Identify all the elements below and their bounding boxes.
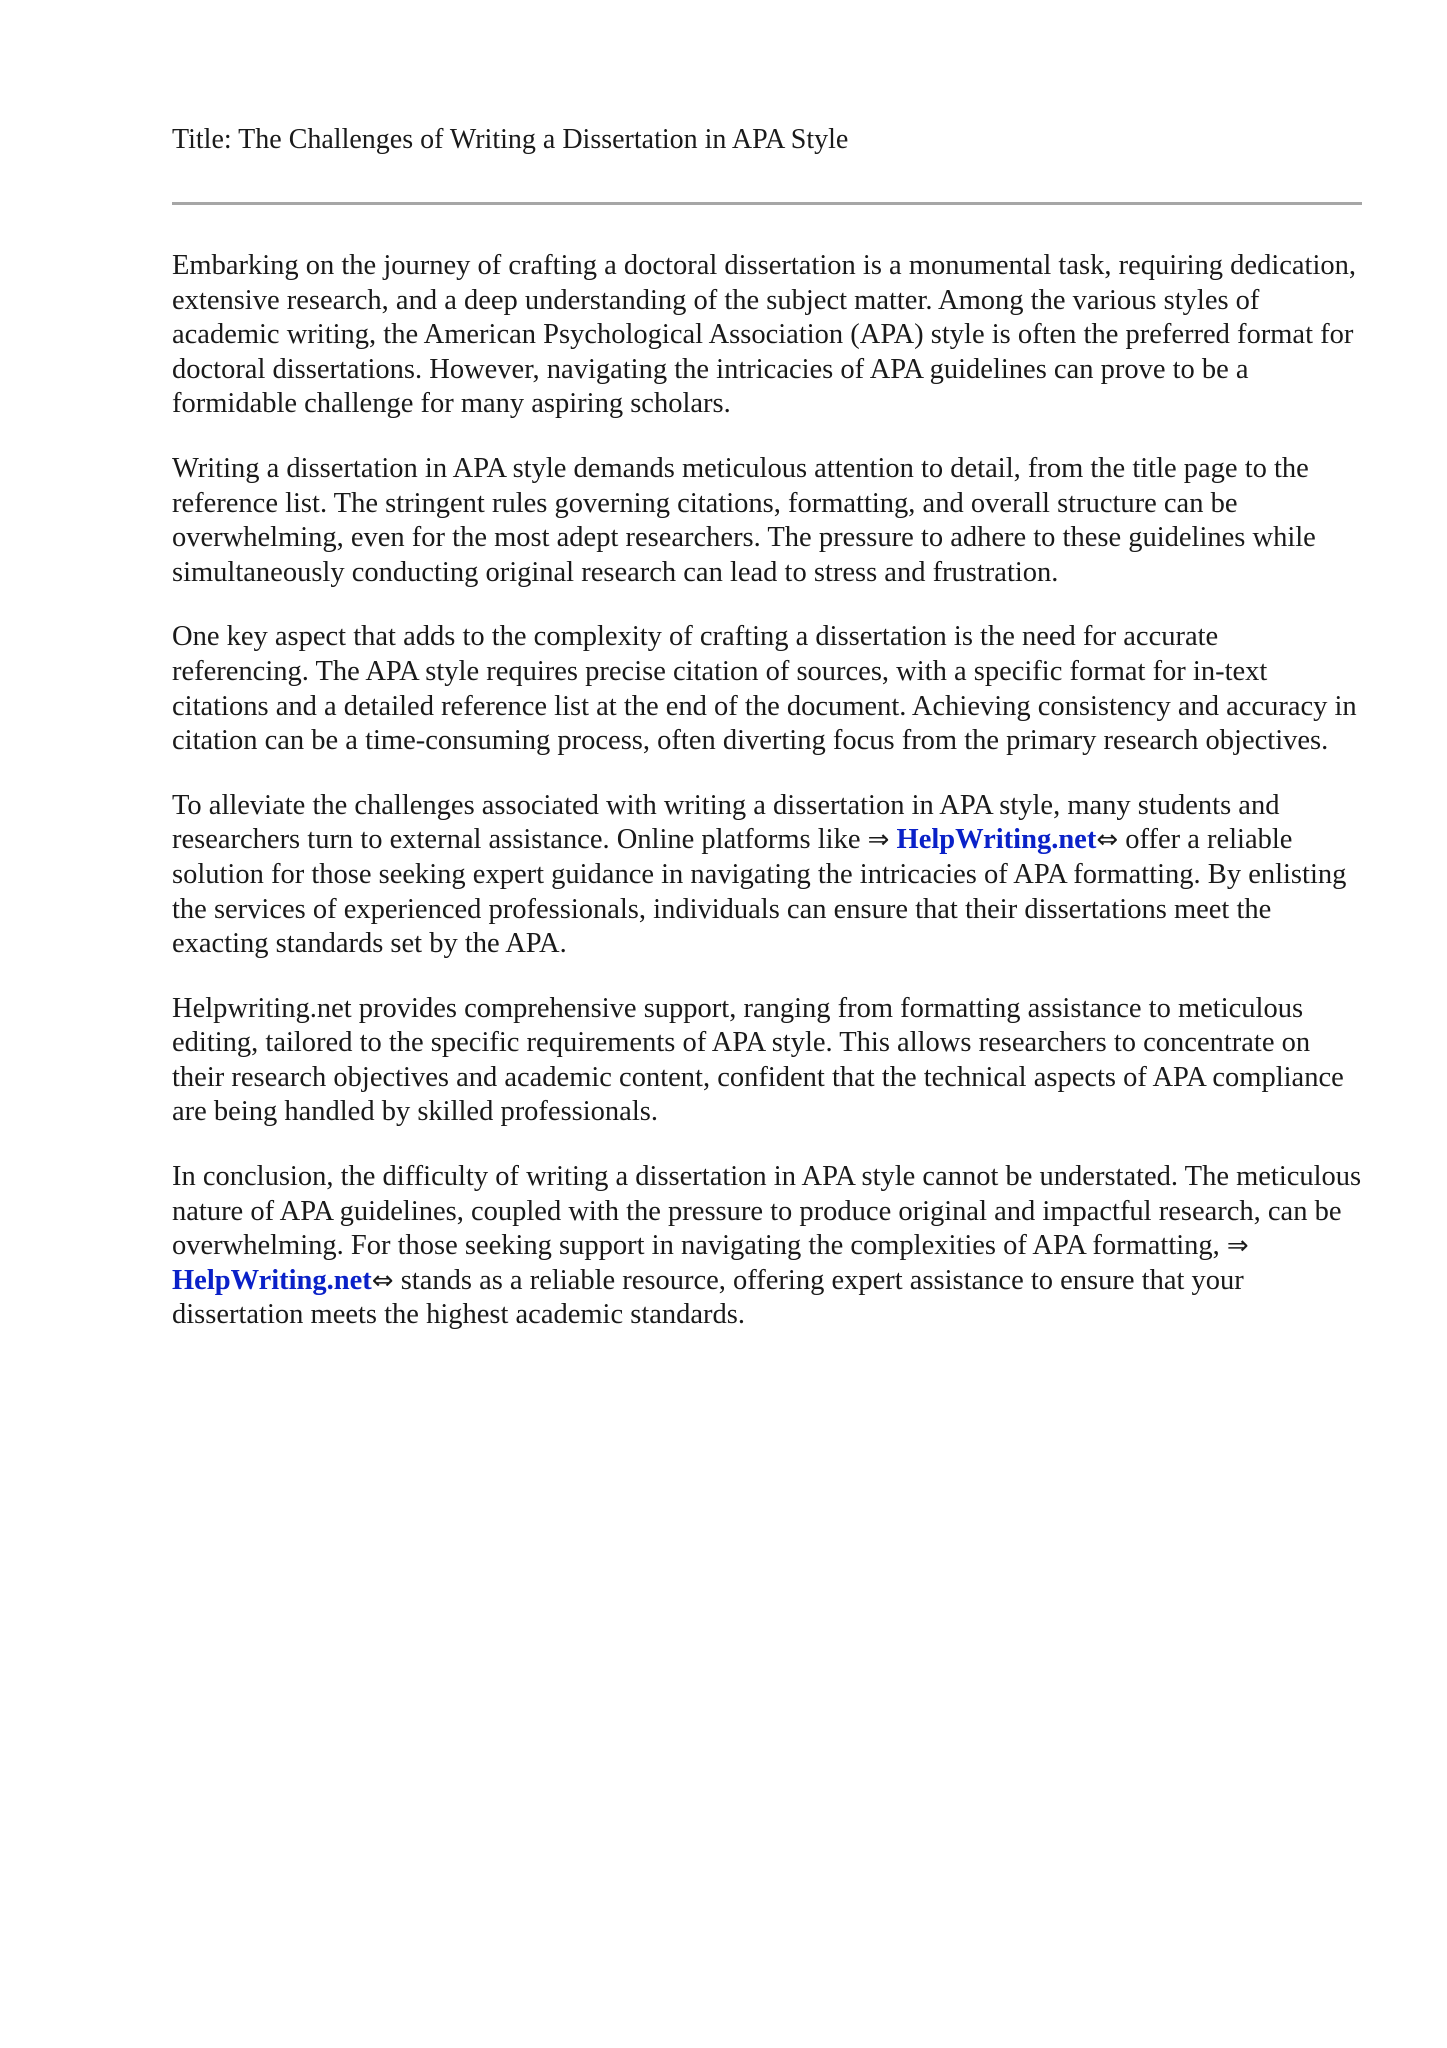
paragraph-conclusion [172, 1160, 1362, 1333]
paragraph-text-before-link: To alleviate the challenges associated with writing a dissertation in APA style, many students and researchers turn to external assistance. Online platforms like [172, 789, 1280, 856]
double-arrow-icon: ⇔ [1096, 825, 1119, 856]
paragraph-helpwriting-support: Helpwriting.net provides comprehensive support, ranging from formatting assistance to meticulous editing, tailored to the specific requirements of APA style. This allows researchers to concentrate on their research objectives and academic content, confident that the technical aspects of APA compliance are being handled by skilled professionals. [172, 992, 1344, 1128]
document-page [172, 120, 1362, 1363]
title-divider [172, 202, 1362, 205]
paragraph-text-before-link: In conclusion, the difficulty of writing a dissertation in APA style cannot be understated. The meticulous nature of APA guidelines, coupled with the pressure to produce original and impactful research, can be overwhelming. For those seeking support in navigating the complexities of APA formatting, [172, 1161, 1362, 1262]
right-arrow-icon: ⇒ [867, 825, 890, 856]
paragraph-referencing: One key aspect that adds to the complexity of crafting a dissertation is the need for accurate referencing. The APA style requires precise citation of sources, with a specific format for in-text citations and a detailed reference list at the end of the document. Achieving consistency and accuracy in citation can be a time-consuming process, often diverting focus from the primary research objectives. [172, 621, 1357, 757]
document-title: Title: The Challenges of Writing a Dissertation in APA Style [172, 124, 849, 155]
double-arrow-icon: ⇔ [371, 1265, 394, 1296]
paragraph-apa-demands: Writing a dissertation in APA style demands meticulous attention to detail, from the title page to the reference list. The stringent rules governing citations, formatting, and overall structure can be overwhelming, even for the most adept researchers. The pressure to adhere to these guidelines while simultaneously conducting original research can lead to stress and frustration. [172, 452, 1316, 588]
paragraph-text-after-link: stands as a reliable resource, offering expert assistance to ensure that your dissertation meets the highest academic standards. [172, 1264, 1244, 1331]
right-arrow-icon: ⇒ [1226, 1231, 1249, 1262]
paragraph-intro: Embarking on the journey of crafting a doctoral dissertation is a monumental task, requiring dedication, extensive research, and a deep understanding of the subject matter. Among the various styles of academic writing, the American Psychological Association (APA) style is often the preferred format for doctoral dissertations. However, navigating the intricacies of APA guidelines can prove to be a formidable challenge for many aspiring scholars. [172, 250, 1357, 420]
helpwriting-link[interactable]: HelpWriting.net [896, 824, 1097, 856]
paragraph-external-assistance [172, 789, 1362, 962]
paragraph-text-after-link: offer a reliable solution for those seeking expert guidance in navigating the intricacies of APA formatting. By enlisting the services of experienced professionals, individuals can ensure that their dissertations meet the exacting standards set by the APA. [172, 824, 1347, 960]
helpwriting-link[interactable]: HelpWriting.net [172, 1264, 372, 1296]
